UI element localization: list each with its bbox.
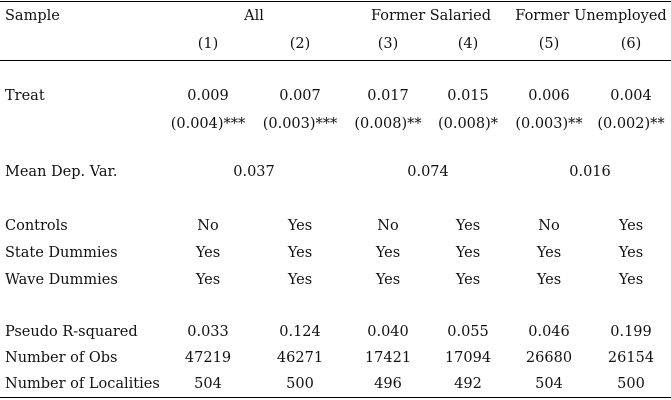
table-cell: 26680 xyxy=(525,350,573,366)
table-cell: 0.033 xyxy=(187,324,229,340)
treat-coefficient: 0.007 xyxy=(279,88,321,104)
group-header-former-salaried: Former Salaried xyxy=(370,8,492,24)
header-rule xyxy=(0,60,671,61)
column-number: (4) xyxy=(457,36,479,52)
table-cell: 0.046 xyxy=(528,324,570,340)
treat-standard-error: (0.003)** xyxy=(515,116,583,132)
table-cell: Yes xyxy=(195,245,221,261)
table-cell: 500 xyxy=(617,376,645,392)
table-cell: Yes xyxy=(455,218,481,234)
treat-coefficient: 0.006 xyxy=(528,88,570,104)
treat-standard-error: (0.004)*** xyxy=(170,116,246,132)
table-cell: Yes xyxy=(195,272,221,288)
table-cell: No xyxy=(197,218,219,234)
row-label: Number of Obs xyxy=(5,350,118,366)
table-cell: 26154 xyxy=(607,350,655,366)
table-cell: Yes xyxy=(287,245,313,261)
mean-dep-var-label: Mean Dep. Var. xyxy=(5,164,118,180)
column-number: (1) xyxy=(197,36,219,52)
group-header-former-unemployed: Former Unemployed xyxy=(515,8,667,24)
table-cell: 17421 xyxy=(364,350,412,366)
table-cell: Yes xyxy=(618,245,644,261)
row-label: Pseudo R-squared xyxy=(5,324,138,340)
table-cell: 46271 xyxy=(276,350,324,366)
column-number: (3) xyxy=(377,36,399,52)
table-cell: 504 xyxy=(194,376,222,392)
table-cell: Yes xyxy=(536,272,562,288)
treat-coefficient: 0.004 xyxy=(610,88,652,104)
treat-standard-error: (0.002)** xyxy=(597,116,665,132)
sample-header: Sample xyxy=(5,8,60,24)
table-cell: 500 xyxy=(286,376,314,392)
table-cell: Yes xyxy=(618,272,644,288)
treat-standard-error: (0.008)** xyxy=(354,116,422,132)
mean-dep-var-value: 0.037 xyxy=(233,164,275,180)
treat-coefficient: 0.009 xyxy=(187,88,229,104)
row-label: State Dummies xyxy=(5,245,118,261)
top-rule xyxy=(0,1,671,2)
table-cell: 0.055 xyxy=(447,324,489,340)
table-cell: Yes xyxy=(375,272,401,288)
table-cell: Yes xyxy=(536,245,562,261)
table-cell: No xyxy=(377,218,399,234)
group-header-all: All xyxy=(244,8,264,24)
column-number: (5) xyxy=(538,36,560,52)
table-cell: 496 xyxy=(374,376,402,392)
column-number: (2) xyxy=(289,36,311,52)
table-cell: Yes xyxy=(375,245,401,261)
table-cell: Yes xyxy=(287,272,313,288)
treat-label: Treat xyxy=(5,88,45,104)
table-cell: Yes xyxy=(455,245,481,261)
table-cell: Yes xyxy=(287,218,313,234)
table-cell: 0.199 xyxy=(610,324,652,340)
table-cell: 0.124 xyxy=(279,324,321,340)
row-label: Wave Dummies xyxy=(5,272,118,288)
table-cell: 47219 xyxy=(184,350,232,366)
table-cell: 492 xyxy=(454,376,482,392)
table-cell: Yes xyxy=(455,272,481,288)
mean-dep-var-value: 0.016 xyxy=(569,164,611,180)
treat-standard-error: (0.003)*** xyxy=(262,116,338,132)
row-label: Controls xyxy=(5,218,68,234)
treat-coefficient: 0.015 xyxy=(447,88,489,104)
table-cell: Yes xyxy=(618,218,644,234)
table-cell: 17094 xyxy=(444,350,492,366)
row-label: Number of Localities xyxy=(5,376,160,392)
bottom-rule xyxy=(0,397,671,398)
table-cell: 0.040 xyxy=(367,324,409,340)
column-number: (6) xyxy=(620,36,642,52)
treat-coefficient: 0.017 xyxy=(367,88,409,104)
treat-standard-error: (0.008)* xyxy=(437,116,499,132)
table-cell: No xyxy=(538,218,560,234)
mean-dep-var-value: 0.074 xyxy=(407,164,449,180)
table-cell: 504 xyxy=(535,376,563,392)
